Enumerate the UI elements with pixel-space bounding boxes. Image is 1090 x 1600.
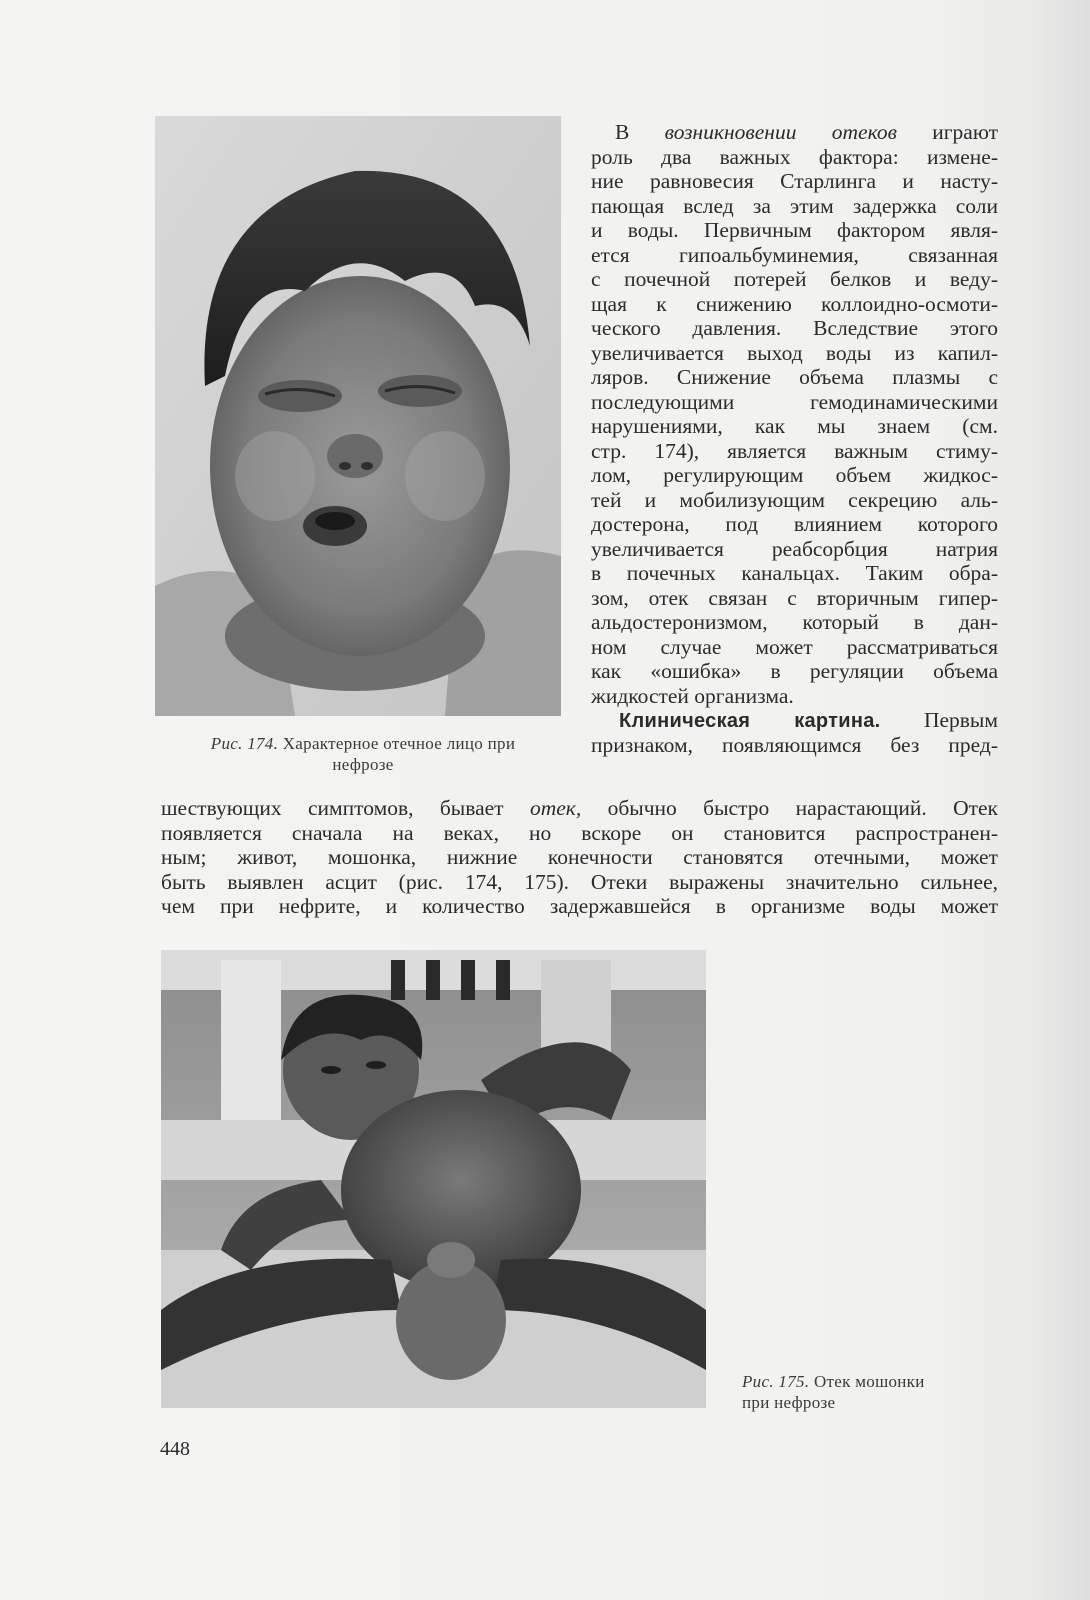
text-line: достерона, под влиянием которого xyxy=(591,512,998,536)
figure-175-caption-line2: при нефрозе xyxy=(742,1393,836,1412)
page-number: 448 xyxy=(160,1438,190,1460)
text-line: жидкостей организма. xyxy=(591,683,794,708)
text-line: последующими гемодинамическими xyxy=(591,389,998,414)
section-heading-line: Клиническая картина. Первым xyxy=(619,708,998,732)
text-line: стр. 174), является важным стиму- xyxy=(591,438,998,463)
text-line: лом, регулирующим объем жидкос- xyxy=(591,463,998,487)
figure-174-caption-line1: Характерное отечное лицо при xyxy=(282,734,516,753)
text-line: щая к снижению коллоидно-осмоти- xyxy=(591,291,998,316)
text-line: в почечных канальцах. Таким обра- xyxy=(591,561,998,585)
text-line: и воды. Первичным фактором явля- xyxy=(591,218,998,242)
text-line: нарушениями, как мы знаем (см. xyxy=(591,414,998,438)
text-line: В возникновении отеков играют xyxy=(615,120,999,144)
text-line: ется гипоальбуминемия, связанная xyxy=(591,242,998,267)
figure-175-caption-line1: Отек мошонки xyxy=(813,1372,925,1391)
text-line: ляров. Снижение объема плазмы с xyxy=(591,365,998,389)
text-line: увеличивается выход воды из капил- xyxy=(591,340,998,365)
text-line: как «ошибка» в регуляции объема xyxy=(591,659,998,683)
full-width-text xyxy=(161,796,998,919)
figure-174-caption-line2: нефрозе xyxy=(332,755,394,774)
face-photo-image xyxy=(155,116,561,716)
text-line: тей и мобилизующим секрецию аль- xyxy=(591,487,998,512)
text-line: увеличивается реабсорбция натрия xyxy=(591,536,998,561)
text-line: с почечной потерей белков и веду- xyxy=(591,267,998,291)
text-line: пающая вслед за этим задержка соли xyxy=(591,193,998,218)
text-line: ном случае может рассматриваться xyxy=(591,634,998,659)
text-line: появляется сначала на веках, но вскоре он становится распространен- xyxy=(161,820,998,845)
text-line: быть выявлен асцит (рис. 174, 175). Отеки выражены значительно сильнее, xyxy=(161,869,998,894)
text-line: ческого давления. Вследствие этого xyxy=(591,316,998,340)
figure-175-photo xyxy=(161,950,706,1408)
text-line: ние равновесия Старлинга и насту- xyxy=(591,169,998,193)
figure-174-label: Рис. 174. xyxy=(210,734,279,753)
section-heading: Клиническая картина. xyxy=(619,710,881,732)
text-line: зом, отек связан с вторичным гипер- xyxy=(591,585,998,610)
child-photo-image xyxy=(161,950,706,1408)
text-line: чем при нефрите, и количество задержавшейся в организме воды может xyxy=(161,894,998,918)
text-line: роль два важных фактора: измене- xyxy=(591,144,998,169)
figure-174-caption xyxy=(158,733,568,775)
figure-174-photo xyxy=(155,116,561,716)
figure-175-label: Рис. 175. xyxy=(742,1372,810,1391)
text-line: шествующих симптомов, бывает отек, обычно быстро нарастающий. Отек xyxy=(161,796,998,820)
text-line: альдостеронизмом, который в дан- xyxy=(591,610,998,634)
text-line: признаком, появляющимся без пред- xyxy=(591,732,998,757)
text-line: ным; живот, мошонка, нижние конечности становятся отечными, может xyxy=(161,845,998,869)
right-column-text xyxy=(591,120,998,757)
figure-175-caption xyxy=(742,1371,1002,1413)
